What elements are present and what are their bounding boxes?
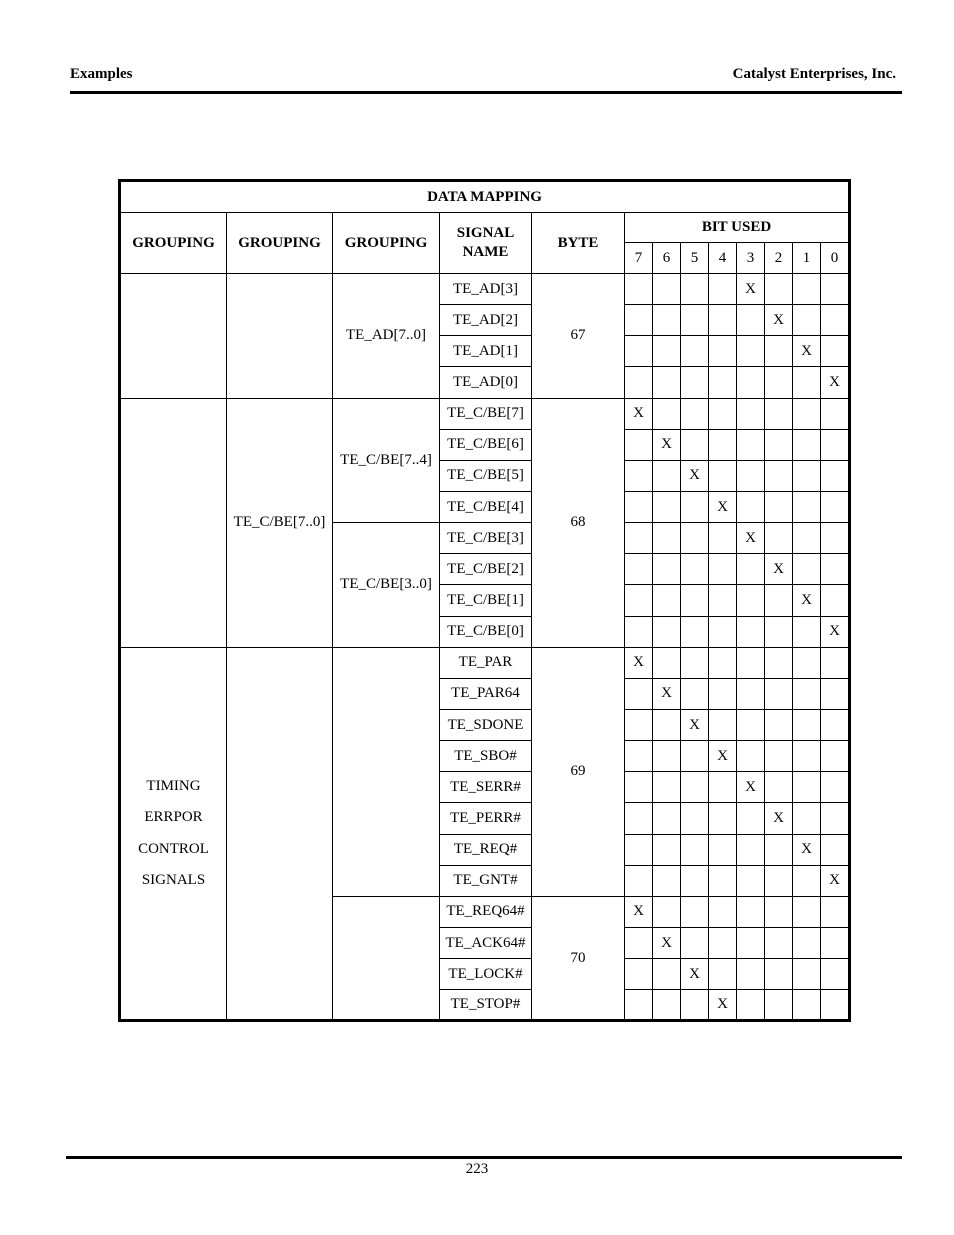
signal-name-cell: TE_C/BE[0] xyxy=(440,616,532,647)
bit-cell-6 xyxy=(653,554,681,585)
bit-cell-7 xyxy=(625,429,653,460)
header-rule xyxy=(70,91,902,94)
signal-name-cell: TE_SERR# xyxy=(440,772,532,803)
bit-cell-0 xyxy=(821,429,850,460)
bit-number-2: 2 xyxy=(765,243,793,274)
bit-cell-2 xyxy=(765,616,793,647)
bit-cell-5: X xyxy=(681,709,709,740)
bit-cell-0 xyxy=(821,523,850,554)
data-mapping-table xyxy=(118,179,851,1022)
bit-cell-1 xyxy=(793,990,821,1021)
table-body xyxy=(120,274,850,1021)
bit-cell-4 xyxy=(709,554,737,585)
bit-cell-5 xyxy=(681,367,709,398)
bit-cell-2 xyxy=(765,927,793,958)
signal-name-cell: TE_C/BE[1] xyxy=(440,585,532,616)
bit-cell-7 xyxy=(625,367,653,398)
bit-cell-7 xyxy=(625,305,653,336)
bit-cell-7: X xyxy=(625,647,653,678)
bit-cell-0: X xyxy=(821,865,850,896)
bit-cell-2 xyxy=(765,398,793,429)
bit-cell-4: X xyxy=(709,491,737,522)
bit-cell-0 xyxy=(821,585,850,616)
signal-name-cell: TE_PAR64 xyxy=(440,678,532,709)
bit-cell-3 xyxy=(737,990,765,1021)
bit-cell-6 xyxy=(653,398,681,429)
col-header-signal-name: SIGNAL NAME xyxy=(440,213,532,274)
bit-cell-2 xyxy=(765,429,793,460)
bit-cell-3 xyxy=(737,336,765,367)
signal-name-cell: TE_ACK64# xyxy=(440,927,532,958)
bit-cell-3 xyxy=(737,678,765,709)
bit-cell-1 xyxy=(793,367,821,398)
bit-cell-6: X xyxy=(653,429,681,460)
bit-cell-3 xyxy=(737,367,765,398)
bit-cell-1 xyxy=(793,274,821,305)
bit-cell-5 xyxy=(681,554,709,585)
bit-cell-2 xyxy=(765,990,793,1021)
bit-cell-0 xyxy=(821,554,850,585)
grouping-1-cell xyxy=(120,398,227,647)
grouping-3-cell xyxy=(333,896,440,1021)
bit-cell-7: X xyxy=(625,896,653,927)
bit-cell-6 xyxy=(653,585,681,616)
bit-cell-4 xyxy=(709,678,737,709)
bit-cell-6 xyxy=(653,959,681,990)
signal-name-cell: TE_STOP# xyxy=(440,990,532,1021)
grouping-3-cell: TE_AD[7..0] xyxy=(333,274,440,399)
bit-cell-0 xyxy=(821,398,850,429)
bit-cell-6 xyxy=(653,741,681,772)
bit-cell-7: X xyxy=(625,398,653,429)
bit-cell-5 xyxy=(681,398,709,429)
bit-cell-2 xyxy=(765,491,793,522)
bit-cell-0 xyxy=(821,803,850,834)
byte-cell: 68 xyxy=(532,398,625,647)
grouping-3-cell: TE_C/BE[7..4] xyxy=(333,398,440,523)
signal-name-cell: TE_C/BE[5] xyxy=(440,460,532,491)
bit-cell-5 xyxy=(681,803,709,834)
bit-cell-4 xyxy=(709,772,737,803)
bit-cell-6 xyxy=(653,523,681,554)
bit-cell-1 xyxy=(793,927,821,958)
bit-cell-2 xyxy=(765,274,793,305)
signal-name-cell: TE_C/BE[3] xyxy=(440,523,532,554)
grouping-1-cell xyxy=(120,647,227,1021)
bit-cell-2 xyxy=(765,959,793,990)
bit-number-4: 4 xyxy=(709,243,737,274)
bit-cell-0 xyxy=(821,647,850,678)
bit-cell-7 xyxy=(625,491,653,522)
bit-cell-7 xyxy=(625,927,653,958)
bit-cell-0 xyxy=(821,772,850,803)
grouping-1-line: ERRPOR xyxy=(144,809,203,826)
bit-cell-4 xyxy=(709,896,737,927)
bit-cell-6 xyxy=(653,990,681,1021)
bit-cell-2 xyxy=(765,647,793,678)
bit-cell-1: X xyxy=(793,336,821,367)
bit-cell-1 xyxy=(793,678,821,709)
bit-cell-3 xyxy=(737,616,765,647)
bit-cell-4 xyxy=(709,274,737,305)
grouping-1-line: TIMING xyxy=(146,778,201,795)
bit-cell-0 xyxy=(821,336,850,367)
bit-cell-3 xyxy=(737,959,765,990)
signal-name-cell: TE_PAR xyxy=(440,647,532,678)
signal-name-cell: TE_C/BE[7] xyxy=(440,398,532,429)
bit-cell-6 xyxy=(653,834,681,865)
bit-cell-1 xyxy=(793,959,821,990)
bit-cell-0 xyxy=(821,834,850,865)
bit-cell-0 xyxy=(821,709,850,740)
bit-cell-6 xyxy=(653,647,681,678)
bit-cell-1 xyxy=(793,616,821,647)
bit-cell-0 xyxy=(821,959,850,990)
bit-cell-3: X xyxy=(737,523,765,554)
bit-cell-6: X xyxy=(653,678,681,709)
grouping-2-cell xyxy=(227,274,333,399)
bit-cell-6 xyxy=(653,460,681,491)
grouping-1-line: CONTROL xyxy=(138,840,209,857)
bit-cell-6 xyxy=(653,865,681,896)
bit-cell-5 xyxy=(681,305,709,336)
table-row xyxy=(120,398,850,429)
bit-cell-1 xyxy=(793,305,821,336)
signal-name-cell: TE_AD[3] xyxy=(440,274,532,305)
bit-cell-4 xyxy=(709,367,737,398)
bit-cell-4 xyxy=(709,585,737,616)
bit-cell-5 xyxy=(681,647,709,678)
bit-cell-4 xyxy=(709,647,737,678)
bit-cell-4 xyxy=(709,709,737,740)
bit-cell-2 xyxy=(765,709,793,740)
grouping-3-cell: TE_C/BE[3..0] xyxy=(333,523,440,648)
bit-cell-4 xyxy=(709,927,737,958)
col-header-grouping-2: GROUPING xyxy=(227,213,333,274)
col-header-bit-used: BIT USED xyxy=(625,213,850,243)
bit-cell-0 xyxy=(821,896,850,927)
bit-cell-0 xyxy=(821,491,850,522)
bit-cell-3: X xyxy=(737,274,765,305)
table-title: DATA MAPPING xyxy=(120,181,850,213)
bit-cell-0 xyxy=(821,990,850,1021)
bit-cell-1 xyxy=(793,491,821,522)
bit-cell-7 xyxy=(625,741,653,772)
table-row xyxy=(120,647,850,678)
bit-cell-7 xyxy=(625,959,653,990)
bit-cell-2 xyxy=(765,834,793,865)
bit-cell-0 xyxy=(821,305,850,336)
bit-cell-1 xyxy=(793,741,821,772)
signal-name-cell: TE_C/BE[4] xyxy=(440,491,532,522)
bit-cell-6 xyxy=(653,491,681,522)
signal-name-cell: TE_AD[2] xyxy=(440,305,532,336)
bit-cell-3 xyxy=(737,585,765,616)
signal-name-cell: TE_SDONE xyxy=(440,709,532,740)
signal-name-cell: TE_REQ64# xyxy=(440,896,532,927)
bit-number-7: 7 xyxy=(625,243,653,274)
bit-cell-1: X xyxy=(793,585,821,616)
bit-cell-2 xyxy=(765,772,793,803)
bit-cell-3 xyxy=(737,896,765,927)
bit-cell-2 xyxy=(765,741,793,772)
bit-cell-7 xyxy=(625,523,653,554)
signal-name-cell: TE_AD[0] xyxy=(440,367,532,398)
bit-cell-0 xyxy=(821,274,850,305)
bit-cell-0 xyxy=(821,927,850,958)
grouping-2-cell xyxy=(227,647,333,1021)
bit-cell-5 xyxy=(681,834,709,865)
bit-cell-6 xyxy=(653,336,681,367)
bit-cell-7 xyxy=(625,834,653,865)
bit-cell-5 xyxy=(681,491,709,522)
bit-cell-7 xyxy=(625,554,653,585)
footer-rule xyxy=(66,1156,902,1159)
bit-cell-3 xyxy=(737,927,765,958)
bit-number-5: 5 xyxy=(681,243,709,274)
bit-cell-1: X xyxy=(793,834,821,865)
bit-cell-0 xyxy=(821,741,850,772)
bit-cell-4 xyxy=(709,398,737,429)
bit-cell-5 xyxy=(681,274,709,305)
bit-cell-3 xyxy=(737,398,765,429)
bit-cell-2 xyxy=(765,865,793,896)
bit-cell-3 xyxy=(737,429,765,460)
col-header-grouping-1: GROUPING xyxy=(120,213,227,274)
bit-cell-4 xyxy=(709,865,737,896)
bit-cell-4 xyxy=(709,429,737,460)
bit-cell-6 xyxy=(653,274,681,305)
bit-cell-6 xyxy=(653,896,681,927)
bit-cell-1 xyxy=(793,523,821,554)
bit-cell-4: X xyxy=(709,741,737,772)
bit-number-1: 1 xyxy=(793,243,821,274)
bit-cell-0 xyxy=(821,678,850,709)
bit-cell-5 xyxy=(681,429,709,460)
bit-cell-3 xyxy=(737,305,765,336)
col-header-grouping-3: GROUPING xyxy=(333,213,440,274)
bit-cell-3 xyxy=(737,554,765,585)
bit-cell-7 xyxy=(625,336,653,367)
bit-cell-0 xyxy=(821,460,850,491)
bit-cell-1 xyxy=(793,429,821,460)
bit-cell-7 xyxy=(625,616,653,647)
bit-cell-6: X xyxy=(653,927,681,958)
bit-cell-5: X xyxy=(681,460,709,491)
grouping-1-cell xyxy=(120,274,227,399)
bit-cell-1 xyxy=(793,896,821,927)
bit-cell-4 xyxy=(709,336,737,367)
bit-cell-4 xyxy=(709,834,737,865)
bit-number-0: 0 xyxy=(821,243,850,274)
bit-cell-3 xyxy=(737,834,765,865)
bit-cell-4 xyxy=(709,523,737,554)
bit-cell-5 xyxy=(681,523,709,554)
grouping-2-cell: TE_C/BE[7..0] xyxy=(227,398,333,647)
bit-cell-1 xyxy=(793,554,821,585)
bit-cell-1 xyxy=(793,709,821,740)
bit-cell-2: X xyxy=(765,305,793,336)
signal-name-cell: TE_LOCK# xyxy=(440,959,532,990)
running-header-company: Catalyst Enterprises, Inc. xyxy=(732,66,896,82)
bit-cell-5 xyxy=(681,927,709,958)
bit-cell-4 xyxy=(709,460,737,491)
bit-cell-1 xyxy=(793,647,821,678)
bit-cell-7 xyxy=(625,460,653,491)
signal-name-cell: TE_GNT# xyxy=(440,865,532,896)
bit-cell-2 xyxy=(765,367,793,398)
grouping-3-cell xyxy=(333,647,440,896)
bit-cell-2 xyxy=(765,523,793,554)
running-header-section: Examples xyxy=(70,66,133,82)
bit-cell-4 xyxy=(709,616,737,647)
bit-cell-7 xyxy=(625,274,653,305)
byte-cell: 67 xyxy=(532,274,625,399)
bit-cell-2: X xyxy=(765,554,793,585)
bit-cell-3 xyxy=(737,491,765,522)
bit-cell-2: X xyxy=(765,803,793,834)
bit-cell-2 xyxy=(765,896,793,927)
bit-cell-5: X xyxy=(681,959,709,990)
bit-cell-2 xyxy=(765,336,793,367)
bit-cell-7 xyxy=(625,865,653,896)
bit-cell-6 xyxy=(653,305,681,336)
bit-cell-3 xyxy=(737,803,765,834)
signal-name-cell: TE_C/BE[6] xyxy=(440,429,532,460)
bit-cell-6 xyxy=(653,772,681,803)
bit-cell-4 xyxy=(709,305,737,336)
bit-cell-6 xyxy=(653,616,681,647)
bit-cell-1 xyxy=(793,460,821,491)
bit-cell-4 xyxy=(709,959,737,990)
bit-cell-3 xyxy=(737,460,765,491)
bit-cell-1 xyxy=(793,772,821,803)
bit-cell-7 xyxy=(625,772,653,803)
bit-cell-1 xyxy=(793,803,821,834)
bit-cell-3 xyxy=(737,647,765,678)
byte-cell: 69 xyxy=(532,647,625,896)
bit-cell-4: X xyxy=(709,990,737,1021)
bit-cell-5 xyxy=(681,865,709,896)
bit-cell-0: X xyxy=(821,616,850,647)
grouping-1-line: SIGNALS xyxy=(141,871,206,888)
bit-cell-5 xyxy=(681,336,709,367)
bit-cell-6 xyxy=(653,367,681,398)
bit-cell-2 xyxy=(765,678,793,709)
signal-name-cell: TE_PERR# xyxy=(440,803,532,834)
bit-cell-4 xyxy=(709,803,737,834)
bit-cell-5 xyxy=(681,772,709,803)
bit-number-6: 6 xyxy=(653,243,681,274)
bit-cell-2 xyxy=(765,585,793,616)
bit-cell-3 xyxy=(737,741,765,772)
bit-cell-3 xyxy=(737,865,765,896)
signal-name-cell: TE_REQ# xyxy=(440,834,532,865)
bit-cell-3 xyxy=(737,709,765,740)
bit-number-3: 3 xyxy=(737,243,765,274)
bit-cell-7 xyxy=(625,803,653,834)
signal-name-cell: TE_C/BE[2] xyxy=(440,554,532,585)
bit-cell-3: X xyxy=(737,772,765,803)
bit-cell-5 xyxy=(681,585,709,616)
bit-cell-7 xyxy=(625,709,653,740)
bit-cell-1 xyxy=(793,865,821,896)
bit-cell-5 xyxy=(681,990,709,1021)
signal-name-cell: TE_SBO# xyxy=(440,741,532,772)
bit-cell-5 xyxy=(681,616,709,647)
bit-cell-7 xyxy=(625,585,653,616)
bit-cell-5 xyxy=(681,896,709,927)
bit-cell-0: X xyxy=(821,367,850,398)
signal-name-cell: TE_AD[1] xyxy=(440,336,532,367)
bit-cell-2 xyxy=(765,460,793,491)
byte-cell: 70 xyxy=(532,896,625,1021)
bit-cell-5 xyxy=(681,741,709,772)
bit-cell-7 xyxy=(625,990,653,1021)
bit-cell-6 xyxy=(653,709,681,740)
page-number: 223 xyxy=(465,1161,489,1177)
bit-cell-6 xyxy=(653,803,681,834)
bit-cell-7 xyxy=(625,678,653,709)
table-row xyxy=(120,274,850,305)
bit-cell-5 xyxy=(681,678,709,709)
bit-cell-1 xyxy=(793,398,821,429)
col-header-byte: BYTE xyxy=(532,213,625,274)
